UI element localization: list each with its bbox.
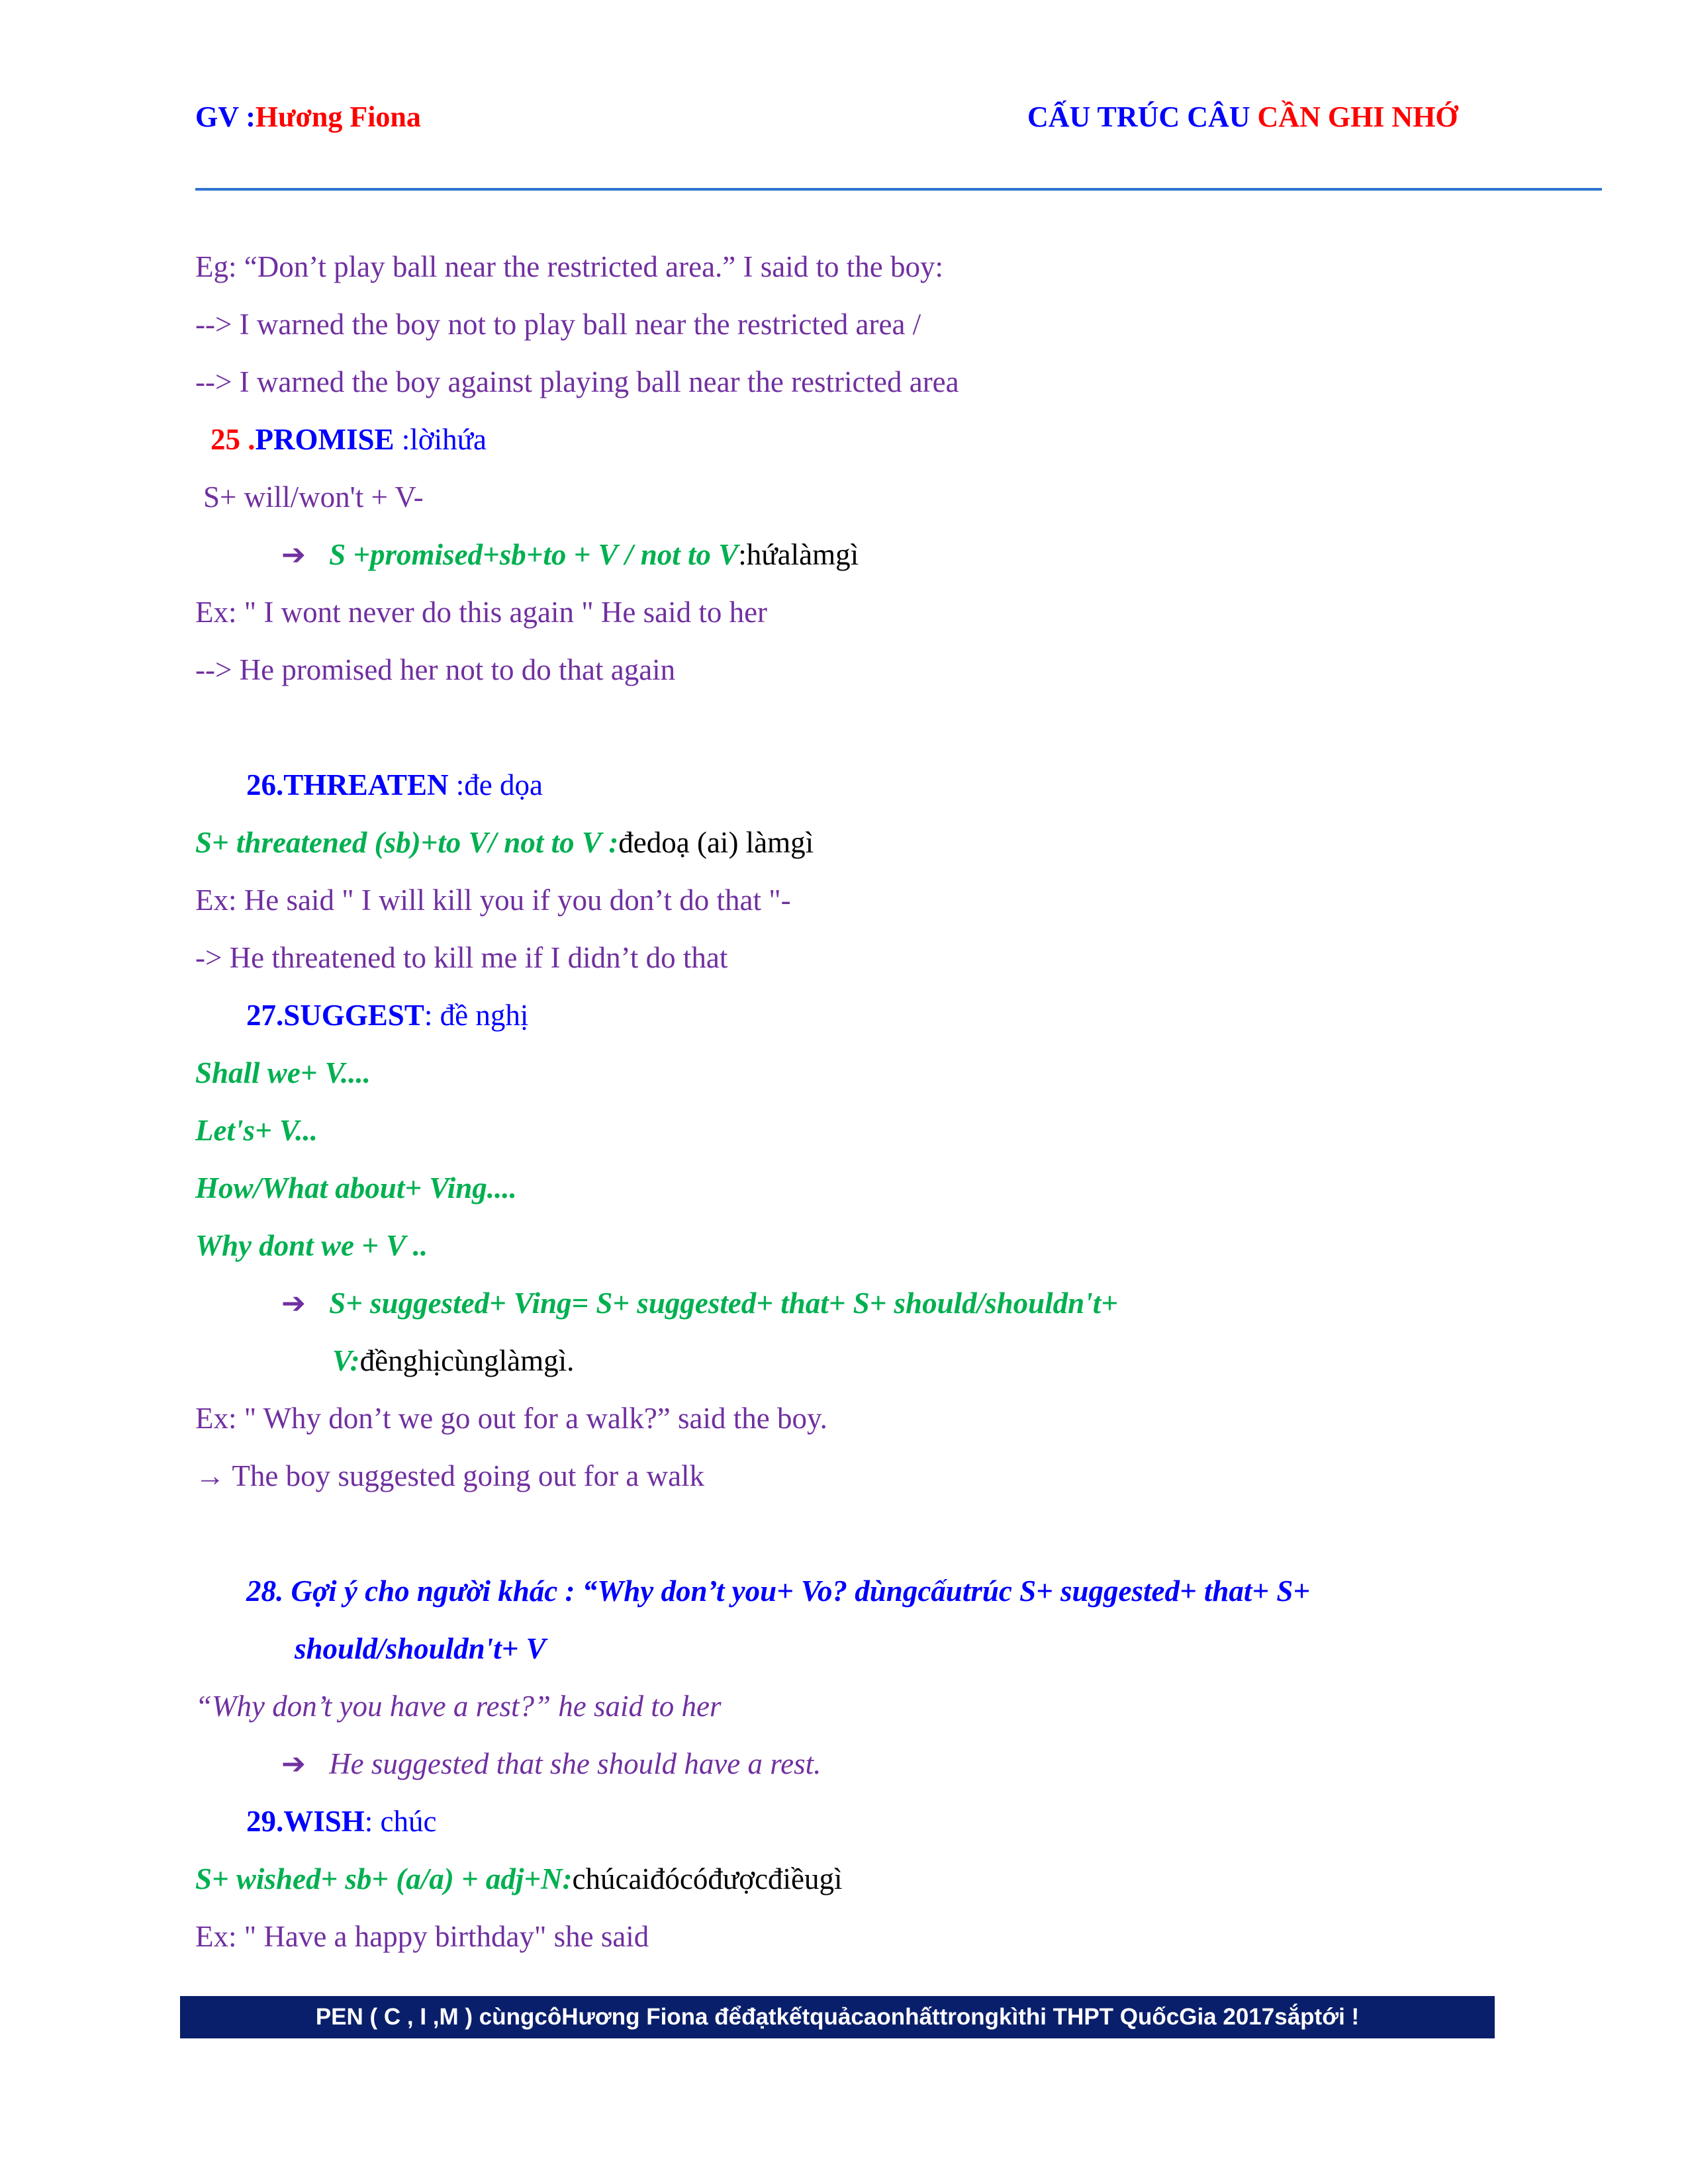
- example-line-2: --> I warned the boy not to play ball near the restricted area /: [195, 308, 921, 341]
- header-teacher-name: Hương Fiona: [255, 101, 421, 133]
- section-27-title: 27.SUGGEST: [246, 999, 424, 1032]
- section-26-structure-text: S+ threatened (sb)+to V/ not to V :: [195, 826, 619, 859]
- section-26-title: 26.THREATEN: [246, 768, 449, 801]
- example-line-3: --> I warned the boy against playing ball near the restricted area: [195, 365, 959, 398]
- section-26-structure-meaning: đedoạ (ai) làmgì: [618, 826, 814, 859]
- section-27-structure-2: [332, 1341, 574, 1381]
- header-title: [1027, 97, 1458, 137]
- section-28-example-1: “Why don’t you have a rest?” he said to her: [195, 1690, 722, 1723]
- section-26-example-1: Ex: He said " I will kill you if you don’t do that "-: [195, 884, 791, 917]
- section-28-heading-line-1: 28. Gợi ý cho người khác : “Why don’t you+ Vo? dùngcấutrúc S+ suggested+ that+ S+: [246, 1574, 1310, 1608]
- section-28-example-2-text: He suggested that she should have a rest.: [329, 1747, 821, 1780]
- section-27-structure-1-text: S+ suggested+ Ving= S+ suggested+ that+ S+ should/shouldn't+: [329, 1287, 1118, 1320]
- section-25-example-1: Ex: " I wont never do this again " He said to her: [195, 596, 768, 629]
- section-29-structure: [195, 1859, 843, 1899]
- section-25-heading: [211, 420, 487, 459]
- section-27-form-c: How/What about+ Ving....: [195, 1171, 517, 1205]
- header-title-part2: CẦN GHI NHỚ: [1257, 101, 1458, 133]
- section-28-heading-line-2: should/shouldn't+ V: [295, 1632, 546, 1665]
- section-25-structure-2: [281, 535, 859, 575]
- section-25-structure-2-meaning: :hứalàmgì: [738, 538, 859, 571]
- section-26-structure: [195, 823, 814, 862]
- right-arrow-icon: ➔: [281, 538, 306, 572]
- section-27-form-d: Why dont we + V ..: [195, 1229, 428, 1262]
- section-27-example-2: → The boy suggested going out for a walk: [195, 1459, 705, 1492]
- header-teacher: [195, 97, 421, 137]
- section-26-heading: [246, 765, 543, 805]
- section-27-example-1: Ex: " Why don’t we go out for a walk?” said the boy.: [195, 1402, 827, 1435]
- header-divider: [195, 188, 1602, 191]
- section-29-structure-text: S+ wished+ sb+ (a/a) + adj+N:: [195, 1862, 573, 1895]
- section-27-heading: [246, 995, 528, 1035]
- section-26-example-2: -> He threatened to kill me if I didn’t do that: [195, 941, 728, 974]
- section-27-form-a: Shall we+ V....: [195, 1056, 371, 1089]
- section-27-structure-1: [281, 1283, 1118, 1324]
- example-line-1: Eg: “Don’t play ball near the restricted area.” I said to the boy:: [195, 250, 943, 283]
- section-25-meaning: :lờihứa: [394, 423, 487, 456]
- section-29-heading: [246, 1801, 437, 1841]
- section-27-structure-2-text: V:: [332, 1344, 360, 1377]
- right-arrow-icon: ➔: [281, 1747, 306, 1781]
- right-arrow-icon: ➔: [281, 1287, 306, 1320]
- section-29-example-1: Ex: " Have a happy birthday" she said: [195, 1920, 649, 1953]
- section-27-form-b: Let's+ V...: [195, 1114, 318, 1147]
- section-27-structure-2-meaning: đềnghịcùnglàmgì.: [359, 1344, 575, 1377]
- section-26-meaning: :đe dọa: [448, 768, 543, 801]
- section-25-structure-1: S+ will/won't + V-: [203, 480, 424, 514]
- section-29-structure-meaning: chúcaiđócóđượcđiềugì: [572, 1862, 843, 1895]
- section-25-number: 25 .: [211, 423, 256, 456]
- section-25-title: PROMISE: [255, 423, 395, 456]
- section-29-title: 29.WISH: [246, 1805, 365, 1838]
- section-29-meaning: : chúc: [364, 1805, 437, 1838]
- section-25-structure-2-text: S +promised+sb+to + V / not to V: [329, 538, 739, 571]
- section-28-example-2: [281, 1744, 821, 1784]
- header-gv-prefix: GV :: [195, 101, 256, 133]
- section-27-meaning: : đề nghị: [424, 999, 529, 1032]
- footer-banner: PEN ( C , I ,M ) cùngcôHương Fiona đểđạtkếtquảcaonhấttrongkìthi THPT QuốcGia 2017sắptới !: [180, 1996, 1495, 2038]
- header-title-part1: CẤU TRÚC CÂU: [1027, 101, 1258, 133]
- section-25-example-2: --> He promised her not to do that again: [195, 653, 676, 686]
